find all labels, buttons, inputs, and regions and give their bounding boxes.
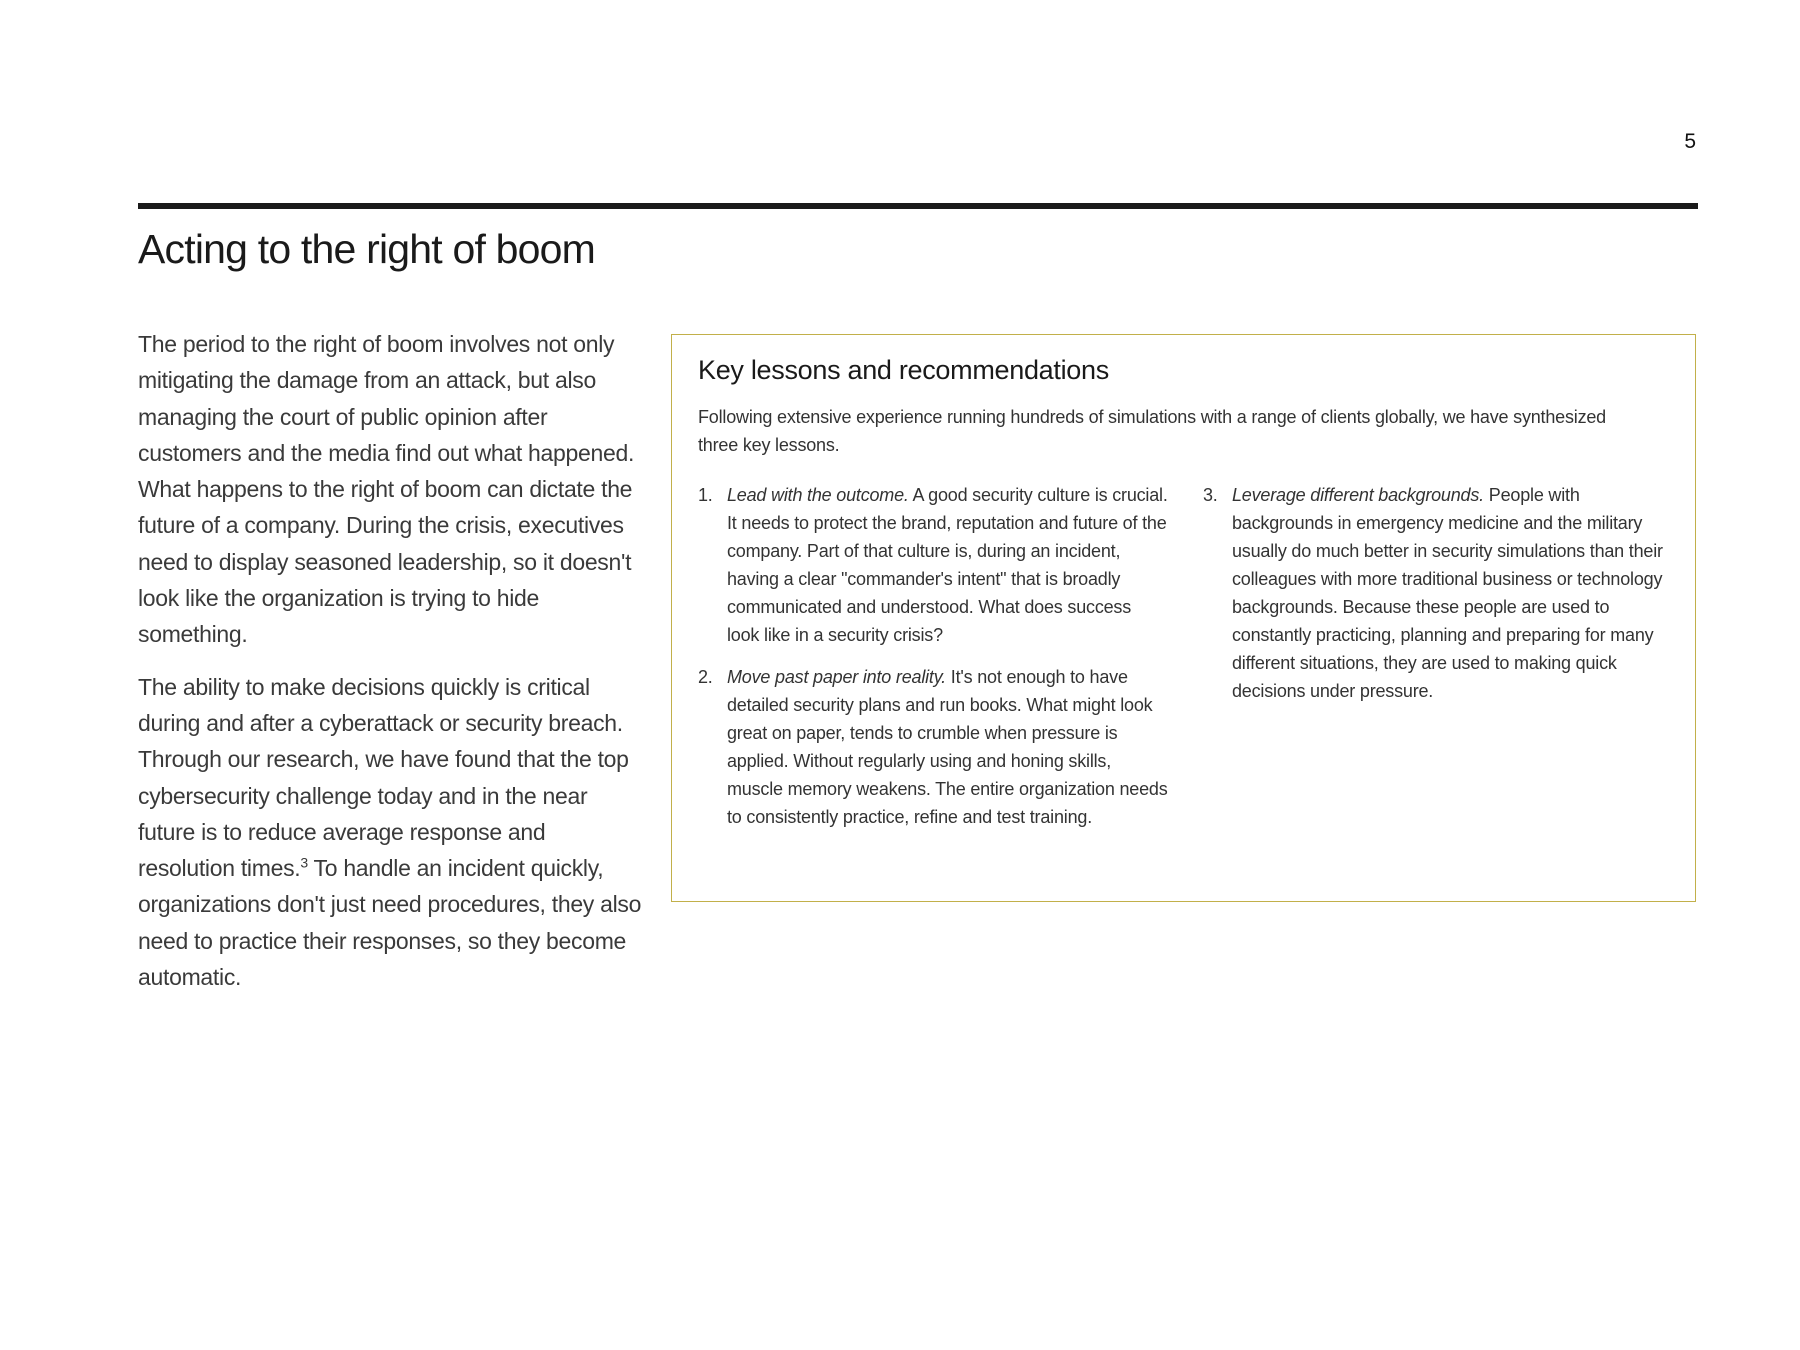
lessons-list-right — [1203, 481, 1663, 719]
lessons-list-left — [698, 481, 1168, 845]
key-lessons-intro: Following extensive experience running hundreds of simulations with a range of clients globally, we have synthesized three key lessons. — [698, 407, 1606, 455]
page-title: Acting to the right of boom — [138, 226, 596, 272]
body-paragraph-1: The period to the right of boom involves not only mitigating the damage from an attack, but also managing the court of public opinion after customers and the media find out what happened. What happens to the right of boom can dictate the future of a company. During the crisis, executives need to display seasoned leadership, so it doesn't look like the organization is trying to hide something. — [138, 331, 635, 648]
lesson-text: People with backgrounds in emergency medicine and the military usually do much better in security simulations than their colleagues with more traditional business or technology backgrounds. Because these people are used to constantly practicing, planning and preparing for many different situations, they are used to making quick decisions under pressure. — [1232, 485, 1663, 701]
lesson-text: It's not enough to have detailed security plans and run books. What might look great on paper, tends to crumble when pressure is applied. Without regularly using and honing skills, muscle memory weakens. The entire organization needs to consistently practice, refine and test training. — [727, 667, 1168, 827]
footnote-reference: 3 — [300, 854, 308, 871]
lesson-item — [698, 481, 1168, 649]
lesson-number: 1. — [698, 485, 713, 505]
lesson-number: 2. — [698, 667, 713, 687]
key-lessons-title: Key lessons and recommendations — [698, 355, 1109, 385]
lesson-item — [698, 663, 1168, 831]
body-paragraph-2-text-a: The ability to make decisions quickly is critical during and after a cyberattack or security breach. Through our research, we have found that the top cybersecurity challenge today and in the near future is to reduce average response and resolution times. — [138, 673, 629, 882]
body-text-column — [138, 326, 648, 1011]
body-paragraph-2 — [138, 669, 648, 996]
lesson-lead: Leverage different backgrounds. — [1232, 485, 1484, 505]
lesson-lead: Move past paper into reality. — [727, 667, 946, 687]
top-divider-rule — [138, 203, 1698, 209]
body-paragraph-2-text-b: To handle an incident quickly, organizations don't just need procedures, they also need to practice their responses, so they become automatic. — [138, 855, 642, 991]
lesson-item — [1203, 481, 1663, 705]
lesson-lead: Lead with the outcome. — [727, 485, 909, 505]
key-lessons-box — [671, 334, 1696, 902]
lesson-number: 3. — [1203, 485, 1218, 505]
page-number: 5 — [1684, 130, 1696, 153]
lesson-text: A good security culture is crucial. It needs to protect the brand, reputation and future of the company. Part of that culture is, during an incident, having a clear "commander's intent" that is broadly communicated and understood. What does success look like in a security crisis? — [727, 485, 1168, 645]
